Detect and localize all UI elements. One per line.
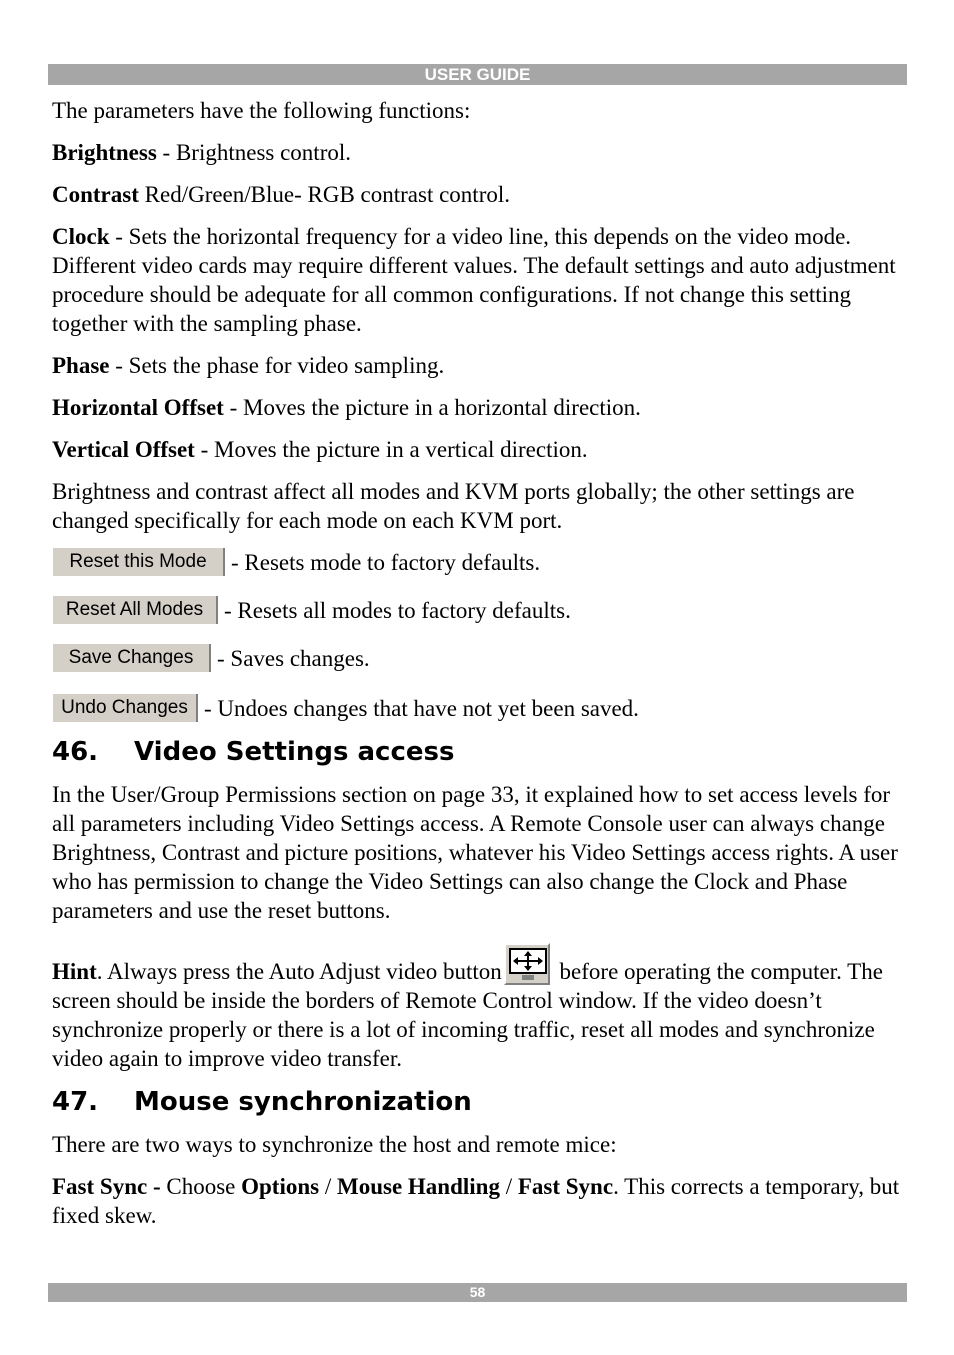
section-number: 46. xyxy=(52,737,99,767)
section-title: Mouse synchronization xyxy=(134,1087,472,1117)
global-note: Brightness and contrast affect all modes and KVM ports globally; the other settings are changed specifically for each mode on each KVM port. xyxy=(52,479,855,533)
param-desc: - Moves the picture in a horizontal direction. xyxy=(223,395,641,420)
param-horizontal-offset xyxy=(52,393,904,422)
text-span: / xyxy=(319,1174,337,1199)
hint-text-after: before operating the computer. The screen should be inside the borders of Remote Control window. If the video doesn’t synchronize properly or there is a lot of incoming traffic, reset all modes and synchronize video again to improve video transfer. xyxy=(52,959,883,1071)
param-phase xyxy=(52,351,904,380)
param-desc: Red/Green/Blue- RGB contrast control. xyxy=(138,182,511,207)
param-desc: - Brightness control. xyxy=(156,140,351,165)
hint-paragraph xyxy=(52,943,904,1073)
menu-mouse-handling: Mouse Handling xyxy=(337,1174,500,1199)
reset-this-mode-button[interactable]: Reset this Mode xyxy=(52,548,225,576)
section-46-body: In the User/Group Permissions section on page 33, it explained how to set access levels for all parameters including Video Settings access. A Remote Console user can always change Brightness, Contrast and picture positions, whatever his Video Settings access rights. A user who has permission to change the Video Settings can also change the Clock and Phase parameters and use the reset buttons. xyxy=(52,782,898,923)
param-term: Clock xyxy=(52,224,110,249)
section-46-heading xyxy=(52,736,904,768)
section-47-body: There are two ways to synchronize the host and remote mice: xyxy=(52,1132,617,1157)
param-brightness xyxy=(52,138,904,167)
param-contrast xyxy=(52,180,904,209)
page-header: USER GUIDE xyxy=(48,64,907,85)
param-vertical-offset xyxy=(52,435,904,464)
param-term: Phase xyxy=(52,353,110,378)
intro-text: The parameters have the following functions: xyxy=(52,98,471,123)
param-term: Contrast xyxy=(52,182,139,207)
text-span: Choose xyxy=(160,1174,242,1199)
hint-term: Hint xyxy=(52,959,97,984)
param-clock xyxy=(52,222,904,338)
menu-fast-sync: Fast Sync xyxy=(517,1174,614,1199)
param-desc: - Moves the picture in a vertical direction. xyxy=(194,437,588,462)
param-term: Vertical Offset xyxy=(52,437,195,462)
param-term: Horizontal Offset xyxy=(52,395,224,420)
undo-changes-button[interactable]: Undo Changes xyxy=(52,694,198,722)
button-row-reset-mode xyxy=(52,548,904,576)
param-desc: - Sets the horizontal frequency for a video line, this depends on the video mode. Different video cards may require different values. The default settings and auto adjustment procedure should be adequate for all common configurations. If not change this setting together with the sampling phase. xyxy=(52,224,896,336)
text-span: / xyxy=(499,1174,518,1199)
button-desc: - Saves changes. xyxy=(217,646,370,671)
text-span: . This corrects a temporary, but fixed skew. xyxy=(52,1174,900,1228)
button-row-save xyxy=(52,644,904,672)
param-term: Brightness xyxy=(52,140,157,165)
page-content xyxy=(52,96,904,1243)
button-desc: - Undoes changes that have not yet been saved. xyxy=(204,696,639,721)
reset-all-modes-button[interactable]: Reset All Modes xyxy=(52,596,218,624)
button-desc: - Resets mode to factory defaults. xyxy=(231,550,541,575)
fast-sync-term: Fast Sync - xyxy=(52,1174,161,1199)
section-title: Video Settings access xyxy=(134,737,455,767)
save-changes-button[interactable]: Save Changes xyxy=(52,644,211,672)
fast-sync-paragraph xyxy=(52,1172,904,1230)
section-number: 47. xyxy=(52,1087,99,1117)
param-desc: - Sets the phase for video sampling. xyxy=(109,353,445,378)
button-row-undo xyxy=(52,694,904,722)
menu-options: Options xyxy=(241,1174,320,1199)
button-desc: - Resets all modes to factory defaults. xyxy=(224,598,571,623)
hint-text-before: . Always press the Auto Adjust video button xyxy=(96,959,502,984)
page-footer: 58 xyxy=(48,1283,907,1302)
section-47-heading xyxy=(52,1086,904,1118)
auto-adjust-icon[interactable] xyxy=(504,943,550,985)
button-row-reset-all xyxy=(52,596,904,624)
